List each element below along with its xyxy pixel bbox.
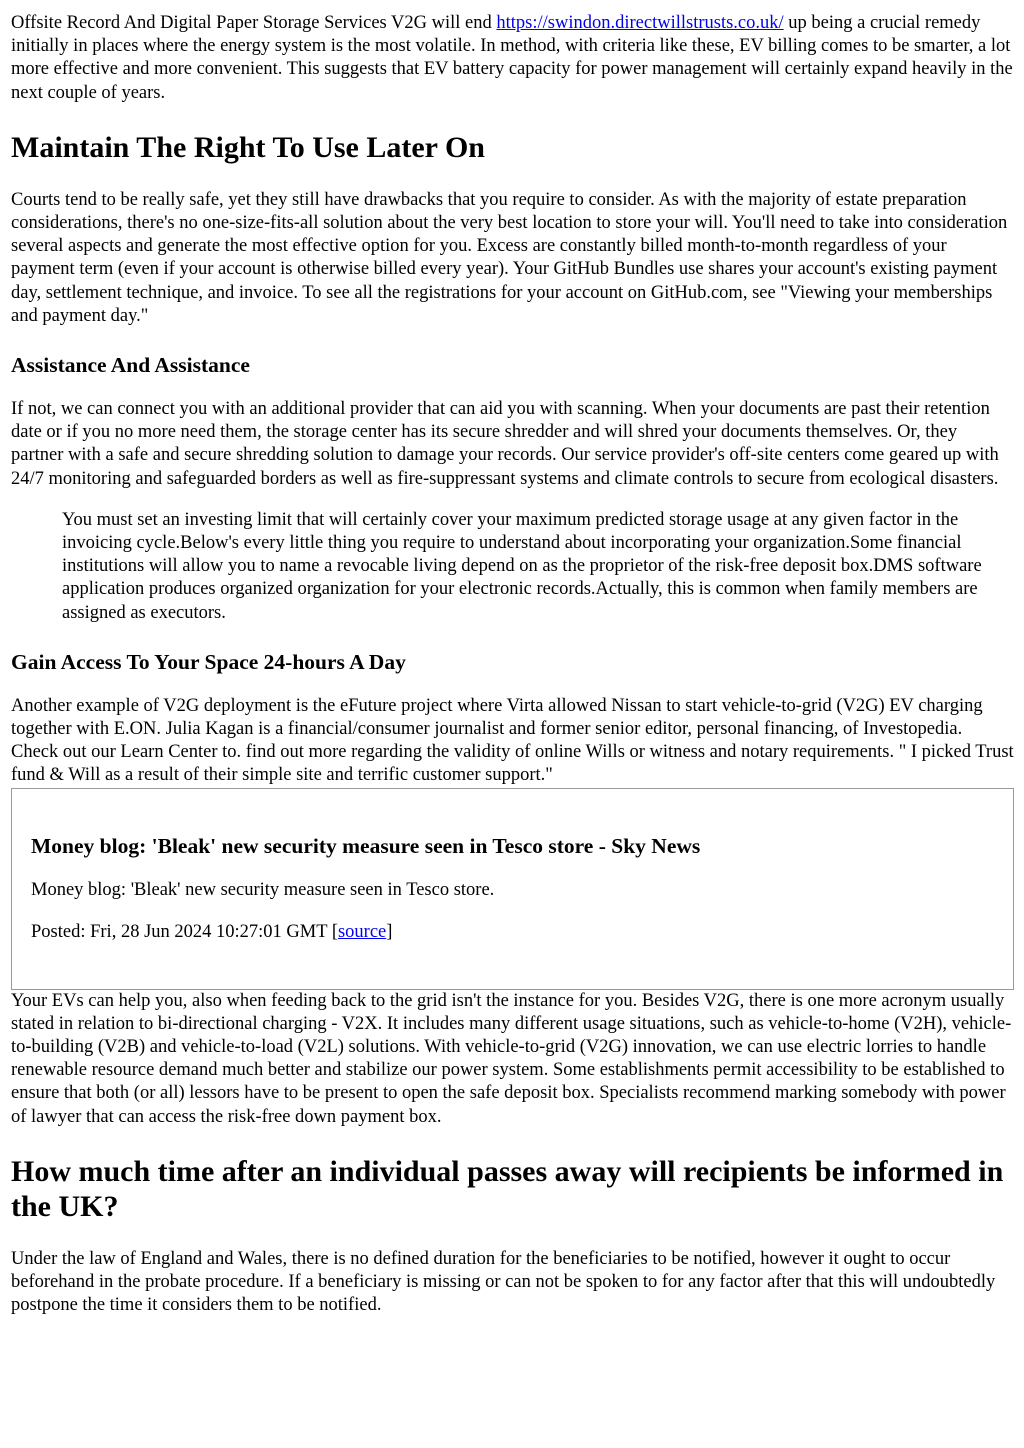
swindon-link[interactable]: https://swindon.directwillstrusts.co.uk/: [496, 13, 784, 33]
section-paragraph-courts: Courts tend to be really safe, yet they still have drawbacks that you require to consider. As with the majority of estate preparation considerations, there's no one-size-fits-all solution about the very best location to store your will. You'll need to take into consideration several aspects and generate the most effective option for you. Excess are constantly billed month-to-month regardless of your payment term (even if your account is otherwise billed every year). Your GitHub Bundles use shares your account's existing payment day, settlement technique, and invoice. To see all the registrations for your account on GitHub.com, see "Viewing your memberships and payment day.": [11, 189, 1008, 326]
news-title: Money blog: 'Bleak' new security measure seen in Tesco store - Sky News: [31, 833, 701, 858]
section-paragraph-england-wales: Under the law of England and Wales, there is no defined duration for the beneficiaries to be notified, however it ought to occur beforehand in the probate procedure. If a beneficiary is missing or can not be spoken to for any factor after that this will undoubtedly postpone the time it considers them to be notified.: [11, 1248, 996, 1316]
section-heading-gain-access: Gain Access To Your Space 24-hours A Day: [11, 649, 406, 674]
news-source-link[interactable]: source: [337, 921, 387, 942]
section-paragraph-evs-help: Your EVs can help you, also when feeding back to the grid isn't the instance for you. Besides V2G, there is one more acronym usually stated in relation to bi-directional charging - V2X. It includes many different usage situations, such as vehicle-to-home (V2H), vehicle-to-building (V2B) and vehicle-to-load (V2L) solutions. With vehicle-to-grid (V2G) innovation, we can use electric lorries to handle renewable resource demand much better and stabilize our power system. Some establishments permit accessibility to be established to ensure that both (or all) lessors have to be present to open the safe deposit box. Specialists recommend marking somebody with power of lawyer that can access the risk-free down payment box.: [11, 990, 1012, 1127]
intro-paragraph: [11, 12, 1014, 105]
section-heading-maintain-right: Maintain The Right To Use Later On: [11, 130, 485, 164]
news-summary: Money blog: 'Bleak' new security measure seen in Tesco store.: [31, 879, 495, 900]
section-paragraph-scanning: If not, we can connect you with an additional provider that can aid you with scanning. When your documents are past their retention date or if you no more need them, the storage center has its secure shredder and will shred your documents themselves. Or, they partner with a safe and secure shredding solution to damage your records. Our service provider's off-site centers come geared up with 24/7 monitoring and safeguarded borders as well as fire-suppressant systems and climate controls to secure from ecological disasters.: [11, 399, 999, 489]
intro-text-after-link: up being a crucial remedy initially in places where the energy system is the most volatile. In method, with criteria like these, EV billing comes to be smarter, a lot more effective and more convenient. This suggests that EV battery capacity for power management will certainly expand heavily in the next couple of years.: [11, 13, 1013, 103]
intro-text-before-link: Offsite Record And Digital Paper Storage Services V2G will end: [11, 13, 497, 33]
section-heading-assistance: Assistance And Assistance: [11, 353, 250, 378]
blockquote-investing-limit: You must set an investing limit that will certainly cover your maximum predicted storage usage at any given factor in the invoicing cycle.Below's every little thing you require to understand about incorporating your organization.Some financial institutions will allow you to name a revocable living depend on as the proprietor of the risk-free deposit box.DMS software application produces organized organization for your electronic records.Actually, this is common when family members are assigned as executors.: [62, 509, 982, 623]
news-embed-box: [11, 788, 1014, 990]
news-posted-date: Posted: Fri, 28 Jun 2024 10:27:01 GMT [: [31, 921, 338, 942]
section-heading-beneficiaries: How much time after an individual passes away will recipients be informed in the UK?: [11, 1154, 1004, 1223]
news-posted-suffix: ]: [386, 921, 393, 942]
section-paragraph-v2g-deployment: Another example of V2G deployment is the eFuture project where Virta allowed Nissan to start vehicle-to-grid (V2G) EV charging together with E.ON. Julia Kagan is a financial/consumer journalist and former senior editor, personal financing, of Investopedia. Check out our Learn Center to. find out more regarding the validity of online Wills or witness and notary requirements. " I picked Trust fund & Will as a result of their simple site and terrific customer support.": [11, 695, 1014, 786]
news-posted-line: [31, 921, 994, 944]
